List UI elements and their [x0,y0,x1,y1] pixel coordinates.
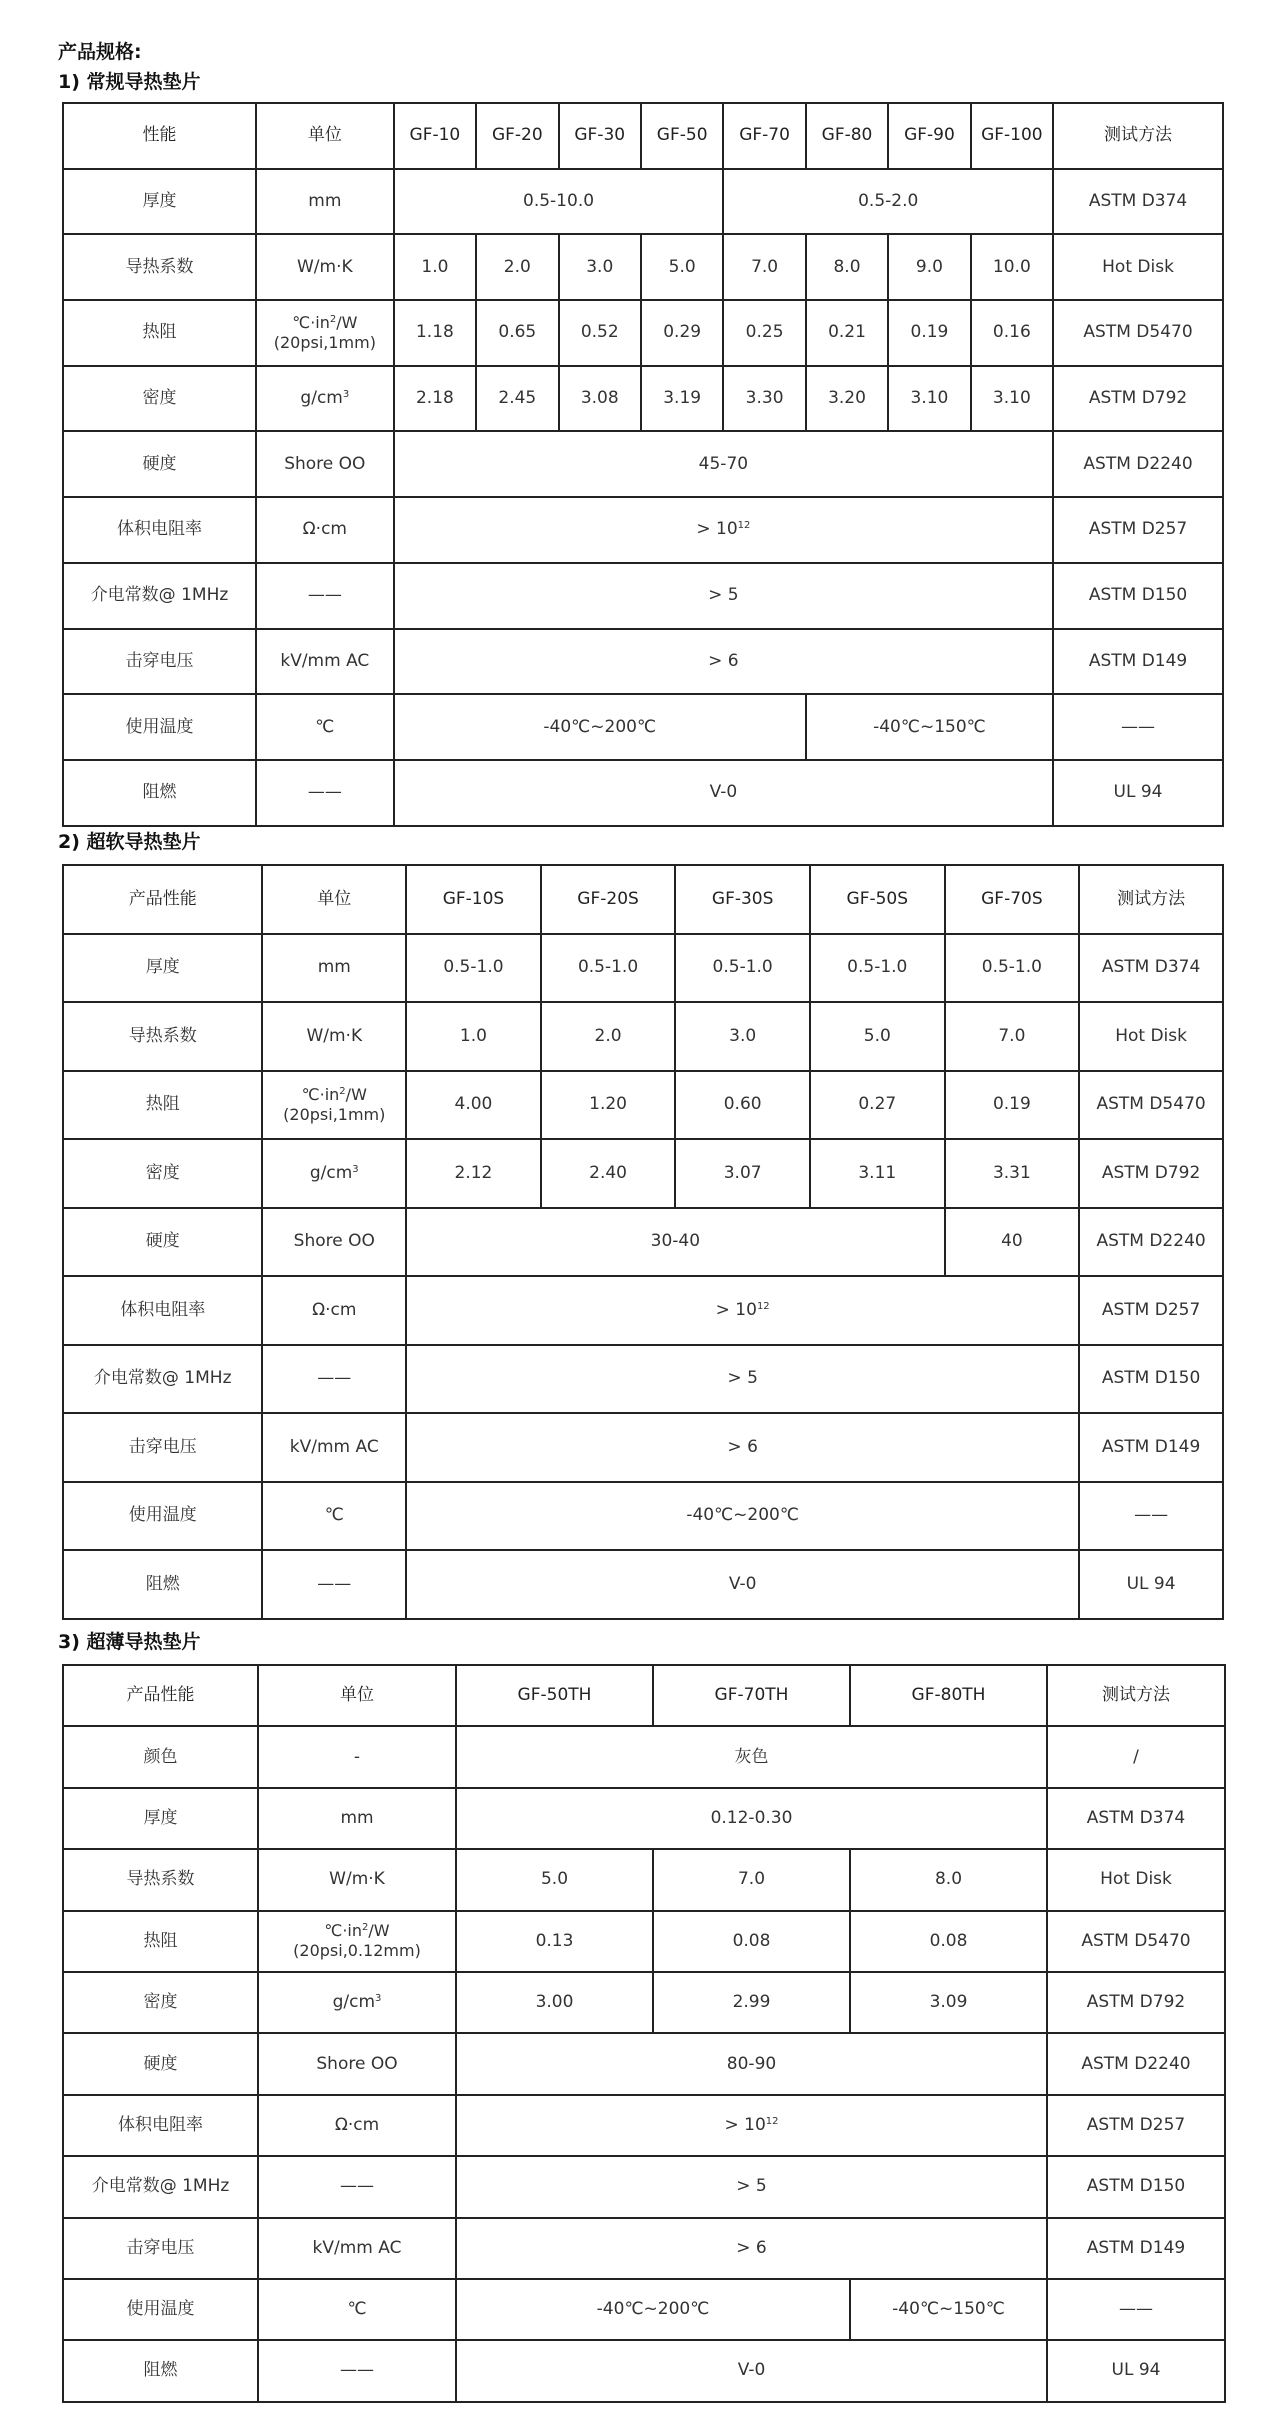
header-cell: GF-70 [723,103,805,169]
property-label: 体积电阻率 [63,497,256,563]
value-cell: > 6 [406,1413,1079,1482]
unit-cell: —— [262,1550,406,1619]
value-cell: > 5 [394,563,1053,629]
value-cell: 9.0 [888,234,970,300]
property-label: 硬度 [63,2033,258,2094]
header-cell: GF-50S [810,865,945,934]
test-method-cell: ASTM D792 [1047,1972,1225,2033]
property-label: 导热系数 [63,1002,262,1071]
property-label: 使用温度 [63,1482,262,1551]
property-label: 体积电阻率 [63,1276,262,1345]
unit-cell: W/m·K [262,1002,406,1071]
value-cell: -40℃~150℃ [806,694,1053,760]
test-method-cell: ASTM D792 [1079,1139,1223,1208]
unit-end: /W [368,1921,390,1941]
regular-pad-spec-table [62,102,1224,827]
value-cell: 0.5-10.0 [394,169,724,235]
unit-superscript: 2 [339,1085,346,1097]
value-cell: V-0 [456,2340,1047,2401]
table-header-row [63,1665,1225,1726]
header-cell: GF-10 [394,103,476,169]
table-row [63,2095,1225,2156]
property-label: 导热系数 [63,1849,258,1910]
property-label: 厚度 [63,169,256,235]
test-method-cell: UL 94 [1047,2340,1225,2401]
test-method-cell: ASTM D2240 [1047,2033,1225,2094]
property-label: 热阻 [63,1071,262,1140]
value-cell: 0.08 [653,1911,850,1972]
test-method-cell: ASTM D2240 [1079,1208,1223,1277]
test-method-cell: ASTM D149 [1047,2218,1225,2279]
value-cell: 0.52 [559,300,641,366]
property-label: 介电常数@ 1MHz [63,1345,262,1414]
value-superscript: 12 [737,520,751,532]
table-row [63,1972,1225,2033]
value-cell: > 6 [456,2218,1047,2279]
value-cell: 45-70 [394,431,1053,497]
header-cell: 单位 [262,865,406,934]
unit-cell: mm [258,1788,456,1849]
table-row [63,169,1223,235]
unit-end: /W [336,312,358,332]
value-cell: 0.5-1.0 [675,934,810,1003]
property-label: 导热系数 [63,234,256,300]
property-label: 密度 [63,1139,262,1208]
value-cell: 3.10 [971,366,1053,432]
table-row [63,760,1223,826]
header-cell: 测试方法 [1053,103,1223,169]
value-cell: 1.0 [394,234,476,300]
table-header-row [63,103,1223,169]
value-cell: 2.12 [406,1139,541,1208]
value-cell: 7.0 [653,1849,850,1910]
table-row [63,300,1223,366]
unit-cell: W/m·K [258,1849,456,1910]
test-method-cell: ASTM D5470 [1079,1071,1223,1140]
property-label: 使用温度 [63,694,256,760]
table-row [63,1849,1225,1910]
unit-main: ℃·in [292,312,330,332]
property-label: 厚度 [63,934,262,1003]
table-row [63,563,1223,629]
unit-cell: —— [258,2156,456,2217]
unit-cell [256,300,394,366]
unit-cell: Shore OO [262,1208,406,1277]
unit-cell: - [258,1726,456,1787]
value-cell: 3.10 [888,366,970,432]
header-cell: GF-20 [476,103,558,169]
value-cell: V-0 [406,1550,1079,1619]
value-cell: 2.45 [476,366,558,432]
unit-cell: ℃ [256,694,394,760]
property-label: 厚度 [63,1788,258,1849]
header-cell: 单位 [258,1665,456,1726]
value-main: > 10 [724,2114,766,2135]
header-cell: 产品性能 [63,865,262,934]
property-label: 击穿电压 [63,2218,258,2279]
table-row [63,1726,1225,1787]
property-label: 介电常数@ 1MHz [63,2156,258,2217]
unit-cell: Shore OO [258,2033,456,2094]
value-cell: 0.5-1.0 [406,934,541,1003]
table-row [63,1482,1223,1551]
property-label: 硬度 [63,1208,262,1277]
unit-cell: —— [262,1345,406,1414]
value-cell: 7.0 [945,1002,1080,1071]
value-cell: -40℃~200℃ [394,694,806,760]
value-cell: 灰色 [456,1726,1047,1787]
value-cell: 0.65 [476,300,558,366]
test-method-cell: ASTM D257 [1047,2095,1225,2156]
value-cell: 4.00 [406,1071,541,1140]
value-cell: 2.0 [541,1002,676,1071]
unit-condition: (20psi,1mm) [273,332,376,352]
value-cell: 3.31 [945,1139,1080,1208]
table-row [63,2279,1225,2340]
test-method-cell: ASTM D374 [1079,934,1223,1003]
value-cell: > 5 [456,2156,1047,2217]
test-method-cell: —— [1079,1482,1223,1551]
value-cell: 0.25 [723,300,805,366]
value-cell: 1.0 [406,1002,541,1071]
unit-cell: W/m·K [256,234,394,300]
test-method-cell: ASTM D150 [1047,2156,1225,2217]
value-cell [456,2095,1047,2156]
table-row [63,2340,1225,2401]
test-method-cell: ASTM D257 [1053,497,1223,563]
value-cell: 2.0 [476,234,558,300]
table-row [63,1911,1225,1972]
test-method-cell: ASTM D5470 [1047,1911,1225,1972]
header-cell: 单位 [256,103,394,169]
value-cell: 10.0 [971,234,1053,300]
header-cell: GF-90 [888,103,970,169]
property-label: 使用温度 [63,2279,258,2340]
table-row [63,1788,1225,1849]
value-cell: 40 [945,1208,1080,1277]
header-cell: 性能 [63,103,256,169]
unit-main: g/cm [332,1992,376,2013]
table-row [63,2033,1225,2094]
value-cell: > 6 [394,629,1053,695]
test-method-cell: UL 94 [1079,1550,1223,1619]
value-main: > 10 [715,1299,757,1320]
property-label: 硬度 [63,431,256,497]
unit-cell: —— [256,563,394,629]
table-row [63,1139,1223,1208]
value-cell: 0.13 [456,1911,653,1972]
table-row [63,1071,1223,1140]
value-cell: 2.18 [394,366,476,432]
section-title-regular: 1) 常规导热垫片 [58,71,201,93]
value-cell: 0.08 [850,1911,1047,1972]
value-cell: 0.60 [675,1071,810,1140]
value-cell: 1.20 [541,1071,676,1140]
property-label: 体积电阻率 [63,2095,258,2156]
value-cell: > 5 [406,1345,1079,1414]
table-row [63,1345,1223,1414]
header-cell: GF-10S [406,865,541,934]
header-cell: 测试方法 [1079,865,1223,934]
value-cell: 3.0 [559,234,641,300]
value-cell: 3.19 [641,366,723,432]
table-row [63,431,1223,497]
unit-cell [258,1911,456,1972]
table-row [63,366,1223,432]
value-cell: 0.12-0.30 [456,1788,1047,1849]
property-label: 密度 [63,1972,258,2033]
test-method-cell: ASTM D5470 [1053,300,1223,366]
value-superscript: 12 [765,2115,779,2127]
unit-main: g/cm [309,1162,353,1183]
unit-cell: kV/mm AC [256,629,394,695]
header-cell: GF-100 [971,103,1053,169]
header-cell: 产品性能 [63,1665,258,1726]
unit-condition: (20psi,0.12mm) [293,1941,421,1961]
unit-superscript: 3 [342,389,350,401]
unit-cell: kV/mm AC [262,1413,406,1482]
test-method-cell: ASTM D374 [1053,169,1223,235]
unit-cell [258,1972,456,2033]
table-row [63,1208,1223,1277]
value-cell: 5.0 [456,1849,653,1910]
unit-cell: —— [258,2340,456,2401]
table-header-row [63,865,1223,934]
unit-superscript: 3 [375,1993,382,2005]
value-cell: 1.18 [394,300,476,366]
value-cell: 2.40 [541,1139,676,1208]
header-cell: GF-30S [675,865,810,934]
unit-cell: Ω·cm [258,2095,456,2156]
value-cell [406,1276,1079,1345]
property-label: 阻燃 [63,1550,262,1619]
value-main: > 10 [696,519,738,540]
test-method-cell: —— [1053,694,1223,760]
value-cell: 5.0 [810,1002,945,1071]
section-title-ultrasoft: 2) 超软导热垫片 [58,831,201,853]
table-row [63,234,1223,300]
value-cell: -40℃~200℃ [406,1482,1079,1551]
value-cell: 3.20 [806,366,888,432]
value-cell: 5.0 [641,234,723,300]
test-method-cell: / [1047,1726,1225,1787]
unit-cell: Shore OO [256,431,394,497]
property-label: 介电常数@ 1MHz [63,563,256,629]
value-cell: 3.00 [456,1972,653,2033]
test-method-cell: ASTM D150 [1079,1345,1223,1414]
table-row [63,629,1223,695]
property-label: 阻燃 [63,2340,258,2401]
section-title-ultrathin: 3) 超薄导热垫片 [58,1631,201,1653]
property-label: 阻燃 [63,760,256,826]
test-method-cell: ASTM D2240 [1053,431,1223,497]
unit-cell [262,1139,406,1208]
value-cell: 0.5-1.0 [945,934,1080,1003]
value-cell: 0.5-2.0 [723,169,1053,235]
property-label: 击穿电压 [63,629,256,695]
header-cell: GF-50TH [456,1665,653,1726]
unit-superscript: 3 [352,1163,359,1175]
value-cell: 8.0 [806,234,888,300]
table-row [63,1413,1223,1482]
test-method-cell: ASTM D257 [1079,1276,1223,1345]
unit-cell: mm [256,169,394,235]
header-cell: 测试方法 [1047,1665,1225,1726]
unit-superscript: 2 [362,1922,369,1934]
unit-cell: mm [262,934,406,1003]
unit-cell [256,366,394,432]
test-method-cell: UL 94 [1053,760,1223,826]
value-cell: 2.99 [653,1972,850,2033]
property-label: 颜色 [63,1726,258,1787]
unit-cell: Ω·cm [262,1276,406,1345]
value-cell: 3.07 [675,1139,810,1208]
unit-cell: ℃ [258,2279,456,2340]
table-row [63,694,1223,760]
unit-cell: —— [256,760,394,826]
unit-main: ℃·in [301,1084,340,1104]
value-cell: 0.21 [806,300,888,366]
test-method-cell: —— [1047,2279,1225,2340]
table-row [63,497,1223,563]
test-method-cell: ASTM D149 [1053,629,1223,695]
value-superscript: 12 [756,1300,770,1312]
test-method-cell: ASTM D792 [1053,366,1223,432]
table-row [63,1002,1223,1071]
property-label: 热阻 [63,1911,258,1972]
value-cell: 7.0 [723,234,805,300]
ultrasoft-pad-spec-table [62,864,1224,1620]
value-cell: 3.08 [559,366,641,432]
unit-cell: ℃ [262,1482,406,1551]
header-cell: GF-30 [559,103,641,169]
unit-condition: (20psi,1mm) [283,1104,386,1124]
value-cell: 3.0 [675,1002,810,1071]
value-cell: 0.19 [888,300,970,366]
header-cell: GF-80TH [850,1665,1047,1726]
value-cell: -40℃~150℃ [850,2279,1047,2340]
header-cell: GF-70TH [653,1665,850,1726]
value-cell: 3.11 [810,1139,945,1208]
value-cell: 80-90 [456,2033,1047,2094]
header-cell: GF-20S [541,865,676,934]
value-cell: 0.19 [945,1071,1080,1140]
table-row [63,934,1223,1003]
unit-cell [262,1071,406,1140]
value-cell: 0.16 [971,300,1053,366]
value-cell: 0.27 [810,1071,945,1140]
test-method-cell: ASTM D150 [1053,563,1223,629]
header-cell: GF-50 [641,103,723,169]
value-cell: 30-40 [406,1208,944,1277]
unit-main: g/cm [300,388,343,409]
test-method-cell: Hot Disk [1053,234,1223,300]
test-method-cell: Hot Disk [1047,1849,1225,1910]
unit-cell: kV/mm AC [258,2218,456,2279]
table-row [63,1550,1223,1619]
test-method-cell: ASTM D149 [1079,1413,1223,1482]
value-cell: 3.30 [723,366,805,432]
value-cell: 3.09 [850,1972,1047,2033]
value-cell: V-0 [394,760,1053,826]
test-method-cell: Hot Disk [1079,1002,1223,1071]
table-row [63,2156,1225,2217]
table-row [63,1276,1223,1345]
header-cell: GF-80 [806,103,888,169]
unit-superscript: 2 [329,313,337,325]
table-row [63,2218,1225,2279]
ultrathin-pad-spec-table [62,1664,1226,2403]
value-cell: -40℃~200℃ [456,2279,850,2340]
property-label: 热阻 [63,300,256,366]
value-cell: 0.5-1.0 [541,934,676,1003]
page-title: 产品规格: [58,41,142,63]
property-label: 击穿电压 [63,1413,262,1482]
test-method-cell: ASTM D374 [1047,1788,1225,1849]
unit-cell: Ω·cm [256,497,394,563]
value-cell [394,497,1053,563]
value-cell: 0.29 [641,300,723,366]
unit-end: /W [345,1084,367,1104]
value-cell: 8.0 [850,1849,1047,1910]
value-cell: 0.5-1.0 [810,934,945,1003]
unit-main: ℃·in [324,1921,363,1941]
header-cell: GF-70S [945,865,1080,934]
property-label: 密度 [63,366,256,432]
